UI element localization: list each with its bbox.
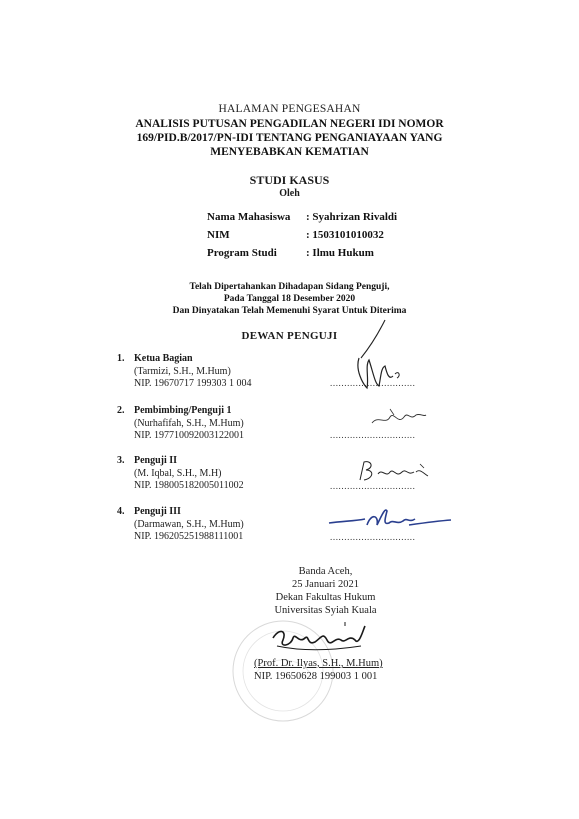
examiner-role: Penguji II (134, 455, 178, 466)
closing-line-2: 25 Januari 2021 (291, 579, 360, 590)
examiner-number: 1. (117, 353, 125, 364)
examiner-number: 2. (117, 405, 125, 416)
examiner-number: 3. (117, 455, 125, 466)
thesis-title-line-1: ANALISIS PUTUSAN PENGADILAN NEGERI IDI NOMOR (135, 118, 444, 130)
defense-line-2: Pada Tanggal 18 Desember 2020 (223, 294, 356, 304)
examiner-name: (Darmawan, S.H., M.Hum) (134, 518, 244, 530)
signature-examiner-3 (354, 458, 434, 488)
thesis-title-line-3: MENYEBABKAN KEMATIAN (210, 146, 369, 158)
student-name-label: Nama Mahasiswa (207, 211, 291, 223)
signature-examiner-4 (325, 505, 455, 535)
closing-line-3: Dekan Fakultas Hukum (275, 592, 376, 603)
examiner-role: Pembimbing/Penguji 1 (134, 405, 232, 416)
student-nim-label: NIM (207, 229, 230, 241)
signature-examiner-1 (345, 318, 405, 393)
examiner-nip: NIP. 19670717 199303 1 004 (134, 378, 252, 389)
examiner-number: 4. (117, 506, 125, 517)
student-name-value: : Syahrizan Rivaldi (306, 211, 398, 223)
signature-examiner-2 (368, 405, 428, 433)
examiner-name: (M. Iqbal, S.H., M.H) (134, 467, 222, 479)
examiner-nip: NIP. 198005182005011002 (134, 480, 244, 491)
dean-name: (Prof. Dr. Ilyas, S.H., M.Hum) (254, 658, 383, 669)
examiner-nip: NIP. 197710092003122001 (134, 430, 245, 441)
closing-line-1: Banda Aceh, (298, 566, 353, 577)
signature-dean (265, 618, 385, 660)
examiner-name: (Nurhafifah, S.H., M.Hum) (134, 417, 244, 429)
examiner-nip: NIP. 196205251988111001 (134, 531, 244, 542)
page-header: HALAMAN PENGESAHAN (218, 103, 361, 115)
signature-line-4: .............................. (330, 532, 416, 542)
by-label: Oleh (279, 188, 300, 199)
thesis-title-line-2: 169/PID.B/2017/PN-IDI TENTANG PENGANIAYAAN YANG (136, 132, 443, 144)
examiner-role: Penguji III (134, 506, 181, 517)
defense-line-1: Telah Dipertahankan Dihadapan Sidang Penguji, (189, 282, 390, 292)
document-type: STUDI KASUS (249, 173, 330, 187)
signature-line-2: .............................. (330, 430, 416, 440)
examiner-role: Ketua Bagian (134, 353, 193, 364)
closing-line-4: Universitas Syiah Kuala (274, 605, 377, 616)
dean-nip: NIP. 19650628 199003 1 001 (254, 671, 378, 682)
signature-line-3: .............................. (330, 481, 416, 491)
student-nim-value: : 1503101010032 (306, 229, 384, 241)
student-program-label: Program Studi (207, 247, 277, 259)
board-heading: DEWAN PENGUJI (241, 330, 338, 342)
defense-line-3: Dan Dinyatakan Telah Memenuhi Syarat Untuk Diterima (172, 306, 407, 316)
examiner-name: (Tarmizi, S.H., M.Hum) (134, 365, 231, 377)
signature-line-1: .............................. (330, 378, 416, 388)
student-program-value: : Ilmu Hukum (306, 247, 374, 259)
